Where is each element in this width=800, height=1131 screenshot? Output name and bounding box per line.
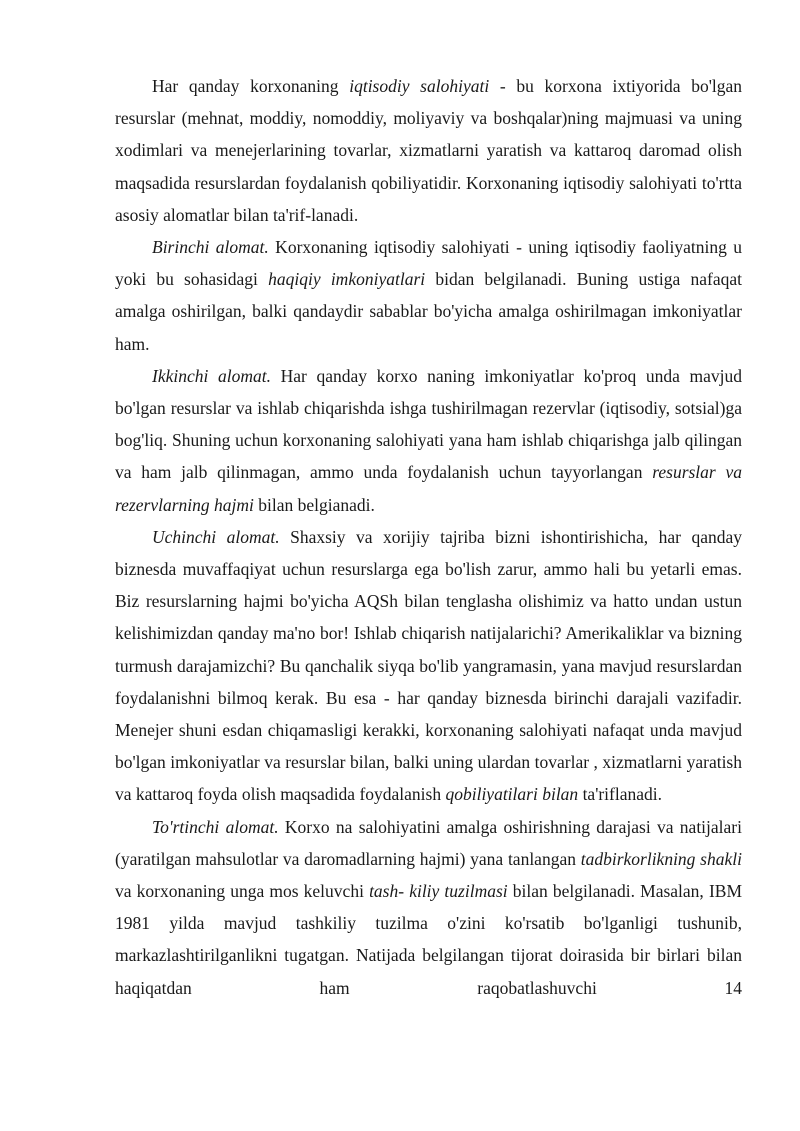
text-segment-italic: To'rtinchi alomat. xyxy=(152,816,279,837)
text-segment-italic: qobiliyatilari bilan xyxy=(445,784,579,805)
text-segment-italic: haqiqiy imkoniyatlari xyxy=(268,269,426,290)
text-segment-italic: Birinchi alomat. xyxy=(152,237,269,258)
text-segment-italic: resurslar va rezervlarning hajmi xyxy=(115,462,742,515)
paragraph-intro xyxy=(115,70,742,231)
text-segment: Korxo na salohiyatini amalga oshirishning darajasi va natijalari (yaratilgan mahsulotlar va daromadlarning hajmi) yana tanlangan xyxy=(115,816,742,869)
text-segment: Shaxsiy va xorijiy tajriba bizni ishontirishicha, har qanday biznesda muvaffaqiyat uchun resurslarga ega bo'lish zarur, ammo hali bu yetarli emas. Biz resurslarning hajmi bo'yicha AQSh bilan tenglasha olishimiz va hatto undan ustun kelishimizdan qanday ma'no bor! Ishlab chiqarish natijalarichi? Amerikaliklar va bizning turmush darajamizchi? Bu qanchalik siyqa bo'lib yangramasin, yana mavjud resurslardan foydalanishni bilmoq kerak. Bu esa - har qanday biznesda birinchi darajali vazifadir. Menejer shuni esdan chiqamasligi kerakki, korxonaning salohiyati nafaqat unda mavjud bo'lgan imkoniyatlar va resurslar bilan, balki uning ulardan tovarlar , xizmatlarni yaratish va kattaroq foyda olish maqsadida foydalanish xyxy=(115,526,742,805)
text-segment: ta'riflanadi. xyxy=(578,784,662,805)
text-segment-italic: Uchinchi alomat. xyxy=(152,526,280,547)
text-segment: bilan belgianadi. xyxy=(253,494,375,515)
text-segment: bidan belgilanadi. Buning ustiga nafaqat amalga oshirilgan, balki qandaydir sabablar bo'yicha amalga oshirilmagan imkoniyatlar ham. xyxy=(115,269,742,354)
paragraph-third-sign xyxy=(115,521,742,811)
paragraph-first-sign xyxy=(115,231,742,360)
text-segment: Har qanday korxonaning xyxy=(152,76,350,96)
document-page xyxy=(115,70,742,1004)
text-segment-italic: Ikkinchi alomat. xyxy=(152,365,271,386)
text-segment-italic: tadbirkorlikning shakli xyxy=(580,848,742,869)
text-segment-italic: tash- kiliy tuzilmasi xyxy=(369,881,508,902)
text-segment: Har qanday korxo naning imkoniyatlar ko'proq unda mavjud bo'lgan resurslar va ishlab chiqarishda ishga tushirilmagan rezervlar (iqtisodiy, sotsial)ga bog'liq. Shuning uchun korxonaning salohiyati yana ham ishlab chiqarishga jalb qilingan va ham jalb qilinmagan, ammo unda foydalanish uchun tayyorlangan xyxy=(115,365,742,483)
text-segment: va korxonaning unga mos keluvchi xyxy=(115,881,370,902)
paragraph-fourth-sign xyxy=(115,811,742,1004)
text-segment: - bu korxona ixtiyorida bo'lgan resurslar (mehnat, moddiy, nomoddiy, moliyaviy va boshqalar)ning majmuasi va uning xodimlari va menejerlarining tovarlar, xizmatlarni yaratish va kattaroq daromad olish maqsadida resurslardan foydalanish qobiliyatidir. Korxonaning iqtisodiy salohiyati to'rtta asosiy alomatlar bilan ta'rif-lanadi. xyxy=(115,76,742,225)
paragraph-second-sign xyxy=(115,360,742,521)
text-segment: bilan belgilanadi. Masalan, IBM 1981 yilda mavjud tashkiliy tuzilma o'zini ko'rsatib bo'lganligi tushunib, markazlashtirilganlikni tugatgan. Natijada belgilangan tijorat doirasida bir birlari bilan haqiqatdan ham raqobatlashuvchi 14 xyxy=(115,881,742,998)
text-segment-italic: iqtisodiy salohiyati xyxy=(349,76,490,96)
text-segment: Korxonaning iqtisodiy salohiyati - uning iqtisodiy faoliyatning u yoki bu sohasidagi xyxy=(115,237,743,290)
